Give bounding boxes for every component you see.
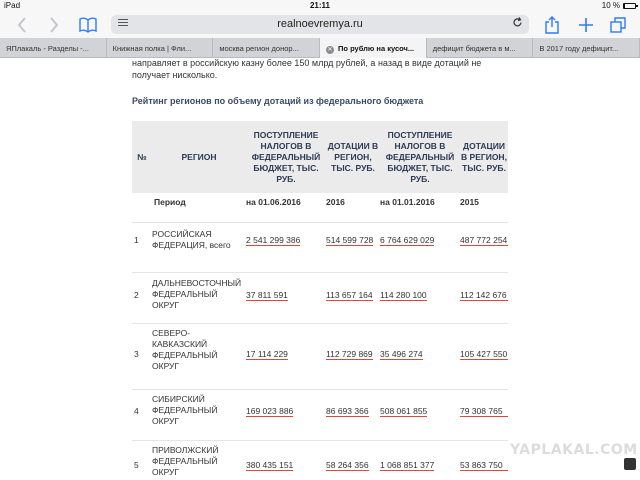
row-number: 2 [134, 290, 139, 300]
region-name: СИБИРСКИЙ ФЕДЕРАЛЬНЫЙ ОКРУГ [152, 394, 218, 426]
taxes-2016-link[interactable]: 37 811 591 [246, 290, 288, 300]
header-dotations-2016: ДОТАЦИИ В РЕГИОН, ТЫС. РУБ. [327, 140, 379, 173]
taxes-2016-link[interactable]: 380 435 151 [246, 460, 294, 470]
table-heading: Рейтинг регионов по объему дотаций из федерального бюджета [132, 96, 424, 106]
device-label: iPad [4, 1, 21, 10]
clock: 21:11 [309, 1, 331, 10]
period-1: на 01.06.2016 [246, 197, 301, 207]
browser-toolbar [0, 12, 640, 38]
dotations-2016-link[interactable]: 514 599 728 [326, 235, 374, 245]
dotations-2015-link[interactable]: 53 863 750 [460, 460, 508, 471]
taxes-2015-link[interactable]: 114 280 100 [380, 290, 427, 300]
address-bar[interactable] [111, 15, 529, 34]
tab-4[interactable]: дефицит бюджета в м... [427, 38, 534, 58]
dotations-2016-link[interactable]: 112 729 869 [326, 349, 373, 359]
taxes-2016-link[interactable]: 169 023 886 [246, 406, 294, 416]
battery-icon [623, 3, 636, 9]
corner-badge-icon [624, 458, 636, 470]
table-row [132, 273, 508, 324]
tab-0[interactable]: ЯПлакаль - Разделы -... [0, 38, 107, 58]
tabs-icon [610, 17, 626, 33]
close-tab-icon[interactable]: ✕ [327, 47, 333, 53]
chevron-left-icon [17, 17, 27, 33]
dotations-2016-link[interactable]: 113 657 164 [326, 290, 373, 300]
dotations-2015-link[interactable]: 79 308 765 [460, 406, 508, 417]
region-name: СЕВЕРО-КАВКАЗСКИЙ ФЕДЕРАЛЬНЫЙ ОКРУГ [152, 328, 218, 371]
tab-3-active[interactable]: ✕ По рублю на кусоч... [320, 38, 427, 58]
forward-button[interactable] [44, 15, 64, 35]
header-taxes-2016: ПОСТУПЛЕНИЕ НАЛОГОВ В ФЕДЕРАЛЬНЫЙ БЮДЖЕТ, ТЫС. РУБ. [251, 129, 321, 184]
period-4: 2015 [460, 197, 479, 207]
header-dotations-2015: ДОТАЦИИ В РЕГИОН, ТЫС. РУБ. [461, 140, 507, 173]
tabs-overview-button[interactable] [608, 15, 628, 35]
table-row [132, 223, 508, 273]
tab-bar [0, 38, 640, 58]
header-number: № [137, 151, 147, 162]
period-3: на 01.01.2016 [380, 197, 435, 207]
chevron-right-icon [49, 17, 59, 33]
dotations-2015-link[interactable]: 487 772 254 [460, 235, 508, 245]
watermark: YAPLAKAL.COM [510, 442, 638, 458]
url-text: realnoevremya.ru [277, 18, 363, 30]
table-row [132, 441, 508, 480]
header-region: РЕГИОН [181, 151, 217, 162]
table-row-period [132, 193, 508, 223]
taxes-2016-link[interactable]: 2 541 299 386 [246, 235, 301, 245]
dotations-2016-link[interactable]: 86 693 366 [326, 406, 369, 416]
status-bar [0, 0, 640, 12]
dotations-2015-link[interactable]: 105 427 550 [460, 349, 508, 359]
period-2: 2016 [326, 197, 345, 207]
back-button[interactable] [12, 15, 32, 35]
region-name: ПРИВОЛЖСКИЙ ФЕДЕРАЛЬНЫЙ ОКРУГ [152, 445, 219, 477]
article-intro: направляет в российскую казну более 150 млрд рублей, а назад в виде дотаций не получает нисколько. [132, 58, 482, 80]
taxes-2015-link[interactable]: 508 061 855 [380, 406, 428, 416]
dotations-2016-link[interactable]: 58 264 356 [326, 460, 369, 470]
table-header [132, 121, 508, 193]
table-row [132, 390, 508, 441]
tab-1[interactable]: Книжная полка | Фли... [107, 38, 214, 58]
taxes-2015-link[interactable]: 35 496 274 [380, 349, 423, 359]
taxes-2015-link[interactable]: 6 764 629 029 [380, 235, 435, 245]
book-icon [79, 17, 97, 33]
header-taxes-2015: ПОСТУПЛЕНИЕ НАЛОГОВ В ФЕДЕРАЛЬНЫЙ БЮДЖЕТ, ТЫС. РУБ. [385, 129, 455, 184]
dotations-2015-link[interactable]: 112 142 676 [460, 290, 507, 300]
battery-percent: 10 % [601, 1, 620, 10]
share-button[interactable] [542, 15, 562, 35]
bookmarks-button[interactable] [78, 15, 98, 35]
taxes-2016-link[interactable]: 17 114 229 [246, 349, 288, 359]
tab-5[interactable]: В 2017 году дефицит... [533, 38, 640, 58]
tab-2[interactable]: москва регион донор... [213, 38, 320, 58]
region-name: РОССИЙСКАЯ ФЕДЕРАЦИЯ, всего [152, 229, 231, 250]
share-icon [545, 16, 559, 34]
row-number: 1 [134, 235, 139, 245]
period-label: Период [154, 197, 186, 207]
taxes-2015-link[interactable]: 1 068 851 377 [380, 460, 435, 470]
row-number: 5 [134, 460, 139, 470]
page-content[interactable] [0, 58, 640, 480]
region-name: ДАЛЬНЕВОСТОЧНЫЙ ФЕДЕРАЛЬНЫЙ ОКРУГ [152, 278, 242, 310]
new-tab-button[interactable] [576, 15, 596, 35]
table-row [132, 324, 508, 390]
plus-icon [578, 17, 594, 33]
row-number: 3 [134, 349, 139, 359]
row-number: 4 [134, 406, 139, 416]
reload-icon[interactable] [512, 17, 523, 31]
